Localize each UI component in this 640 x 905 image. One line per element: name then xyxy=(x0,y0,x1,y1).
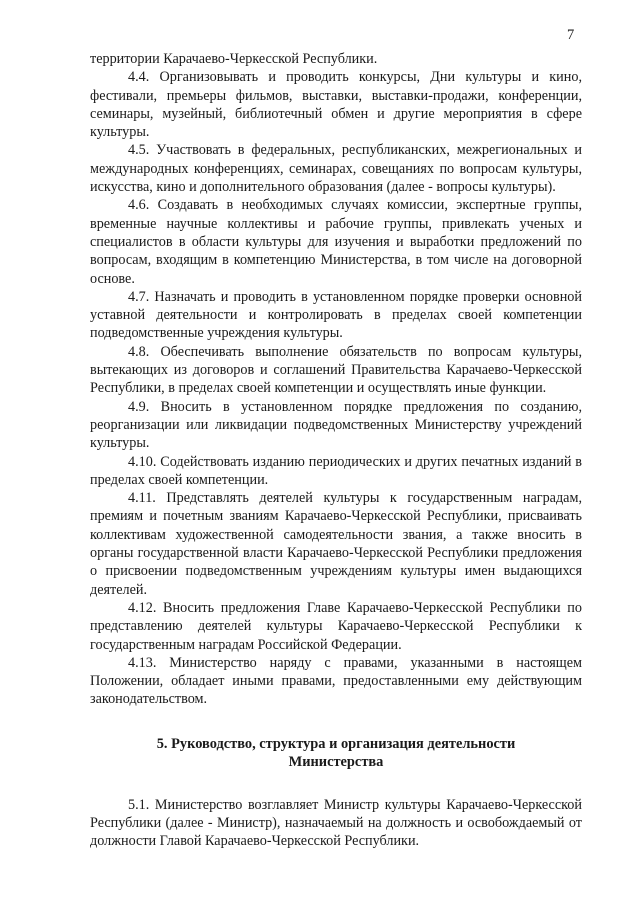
paragraph-4-8: 4.8. Обеспечивать выполнение обязательств по вопросам культуры, вытекающих из договоров и соглашений Правительства Карачаево-Черкесской Республики, в пределах своей компетенции и осуществлять иные функции. xyxy=(90,343,582,397)
paragraph-continuation: территории Карачаево-Черкесской Республики. xyxy=(90,51,378,67)
paragraph-4-13: 4.13. Министерство наряду с правами, указанными в настоящем Положении, обладает иными правами, предоставленными ему действующим законодательством. xyxy=(90,654,582,708)
page-number: 7 xyxy=(567,27,575,43)
paragraph-4-12: 4.12. Вносить предложения Главе Карачаево-Черкесской Республики по представлению деятелей культуры Карачаево-Черкесской Республики к государственным наградам Российской Федерации. xyxy=(90,599,582,653)
paragraph-4-10: 4.10. Содействовать изданию периодических и других печатных изданий в пределах своей компетенции. xyxy=(90,453,582,488)
paragraph-4-5: 4.5. Участвовать в федеральных, республиканских, межрегиональных и международных конференциях, семинарах, совещаниях по вопросам культуры, искусства, кино и дополнительного образования (далее - вопросы культуры). xyxy=(90,142,582,196)
section-heading-line2: Министерства xyxy=(288,754,384,771)
paragraph-4-4: 4.4. Организовывать и проводить конкурсы, Дни культуры и кино, фестивали, премьеры фильмов, выставки, выставки-продажи, конференции, семинары, музейный, библиотечный обмен и другие мероприятия в сфере культуры. xyxy=(90,69,582,141)
paragraph-5-1: 5.1. Министерство возглавляет Министр культуры Карачаево-Черкесской Республики (далее - Министр), назначаемый на должность и освобождаемый от должности Главой Карачаево-Черкесской Республики. xyxy=(90,796,582,850)
section-heading xyxy=(90,735,582,772)
paragraph-4-6: 4.6. Создавать в необходимых случаях комиссии, экспертные группы, временные научные коллективы и рабочие группы, привлекать ученых и специалистов в области культуры для изучения и выработки предложений по вопросам, входящим в компетенцию Министерства, в том числе на договорной основе. xyxy=(90,197,582,287)
paragraph-4-11: 4.11. Представлять деятелей культуры к государственным наградам, премиям и почетным званиям Карачаево-Черкесской Республики, присваивать коллективам художественной самодеятельности звания, а также вносить в органы государственной власти Карачаево-Черкесской Республики предложения о присвоении подведомственным учреждениям культуры имен выдающихся деятелей. xyxy=(90,490,582,598)
paragraph-4-9: 4.9. Вносить в установленном порядке предложения по созданию, реорганизации или ликвидации подведомственных Министерству учреждений культуры. xyxy=(90,398,582,452)
section-heading-line1: 5. Руководство, структура и организация деятельности xyxy=(156,735,516,752)
paragraph-4-7: 4.7. Назначать и проводить в установленном порядке проверки основной уставной деятельности и контролировать в пределах своей компетенции подведомственные учреждения культуры. xyxy=(90,288,582,342)
document-body xyxy=(90,50,582,851)
